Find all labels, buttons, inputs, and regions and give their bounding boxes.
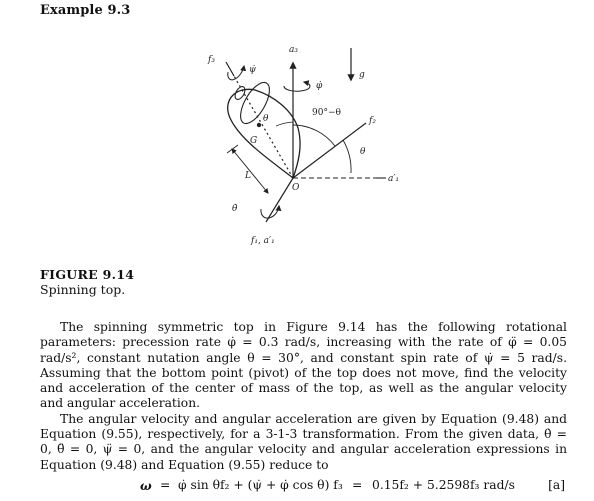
label-f2: f₂ <box>369 116 376 126</box>
label-g: g <box>359 70 365 80</box>
equation-a <box>40 475 567 495</box>
body-text <box>40 320 567 473</box>
top-rim <box>235 78 275 128</box>
f1-axis-line <box>266 178 293 222</box>
label-theta-dot: θ̇ <box>232 204 238 214</box>
label-G: G <box>250 136 258 146</box>
figure-caption <box>40 267 134 297</box>
length-tick <box>227 145 238 153</box>
equation-rhs: 0.15f₂ + 5.2598f₃ rad/s <box>372 478 515 492</box>
label-theta-top: θ <box>263 114 269 124</box>
spin-arrow <box>228 66 244 80</box>
figure-caption-number: FIGURE 9.14 <box>40 267 135 282</box>
paragraph-solution: The angular velocity and angular acceleration are given by Equation (9.48) and Equation (9.55), respectively, for a 3-1-3 transformation. From the given data, θ̇ = 0, θ̈ = 0, ψ̈ = 0, and the angular velocity and angular acceleration expressions in Equation (9.48) and Equation (9.55) reduce to <box>40 411 567 472</box>
top-stem <box>233 85 247 101</box>
label-f3: f₃ <box>208 55 215 65</box>
equation-equals-2: = <box>352 478 363 492</box>
label-f1-a1-prime: f₁, a′₁ <box>251 236 275 246</box>
angle-arc-theta <box>343 140 351 173</box>
label-O: O <box>292 183 300 193</box>
equation-tag: [a] <box>548 478 565 492</box>
equation-lhs: ω <box>140 478 152 493</box>
example-heading: Example 9.3 <box>40 3 131 18</box>
top-body <box>228 89 300 178</box>
center-of-mass-dot <box>257 123 261 127</box>
label-theta-right: θ <box>360 147 366 157</box>
label-L: L <box>245 171 251 181</box>
label-psi-dot: ψ̇ <box>249 65 257 75</box>
theta-arc-nutation <box>276 122 293 126</box>
f3-axis-tip <box>226 62 234 76</box>
f2-axis-line <box>293 123 366 178</box>
label-a3: a₃ <box>289 45 298 55</box>
paragraph-problem: The spinning symmetric top in Figure 9.14 has the following rotational parameters: precession rate φ̇ = 0.3 rad/s, increasing with the rate of φ̈ = 0.05 rad/s², constant nutation angle θ = 30°, and constant spin rate of ψ̇ = 5 rad/s. Assuming that the bottom point (pivot) of the top does not move, find the velocity and acceleration of the center of mass of the top, as well as the angular velocity and angular acceleration. <box>40 320 567 411</box>
precession-arrow <box>284 82 310 91</box>
label-ninety-minus-theta: 90°−θ <box>312 108 341 118</box>
label-phi-dot: φ̇ <box>316 81 323 91</box>
label-a1-prime: a′₁ <box>388 174 400 184</box>
equation-equals-1: = <box>160 478 171 492</box>
equation-middle: φ̇ sin θf₂ + (ψ̇ + φ̇ cos θ) f₃ <box>178 478 343 492</box>
figure-caption-text: Spinning top. <box>40 282 126 297</box>
